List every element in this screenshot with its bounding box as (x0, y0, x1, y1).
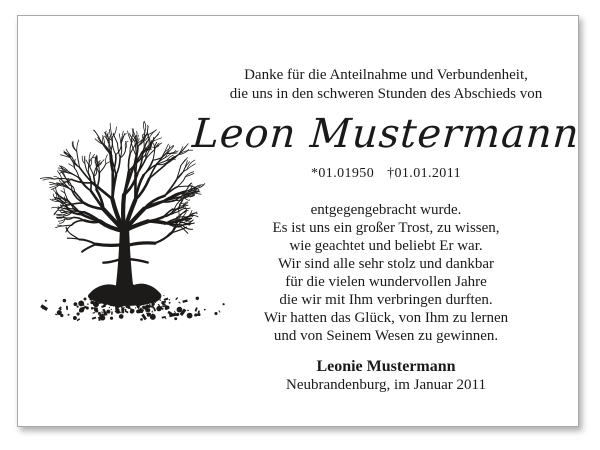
body-line-6: die wir mit Ihm verbringen durften. (279, 292, 493, 308)
deceased-name: Leon Mustermann (190, 111, 582, 157)
memorial-card (17, 15, 582, 427)
body-line-8: und von Seinem Wesen zu gewinnen. (273, 328, 499, 344)
body-line-3: wie geachtet und beliebt Er war. (289, 238, 483, 254)
body-line-2: Es ist uns ein großer Trost, zu wissen, (272, 220, 500, 236)
intro-line-2: die uns in den schweren Stunden des Abschieds von (229, 86, 543, 102)
birth-date: *01.01950 (311, 166, 375, 181)
condolence-text (184, 201, 588, 345)
signature-place-date: Neubrandenburg, im Januar 2011 (286, 377, 486, 393)
intro-text (184, 16, 588, 104)
death-date: †01.01.2011 (387, 166, 461, 181)
intro-line-1: Danke für die Anteilnahme und Verbundenheit, (244, 67, 528, 83)
body-line-7: Wir hatten das Glück, von Ihm zu lernen (263, 310, 509, 326)
life-dates (184, 165, 588, 182)
body-line-5: für die vielen wundervollen Jahre (285, 274, 487, 290)
card-text-block (184, 16, 588, 395)
body-line-1: entgegengebracht wurde. (310, 202, 462, 218)
body-line-4: Wir sind alle sehr stolz und dankbar (277, 256, 494, 272)
signature-name: Leonie Mustermann (316, 358, 456, 375)
